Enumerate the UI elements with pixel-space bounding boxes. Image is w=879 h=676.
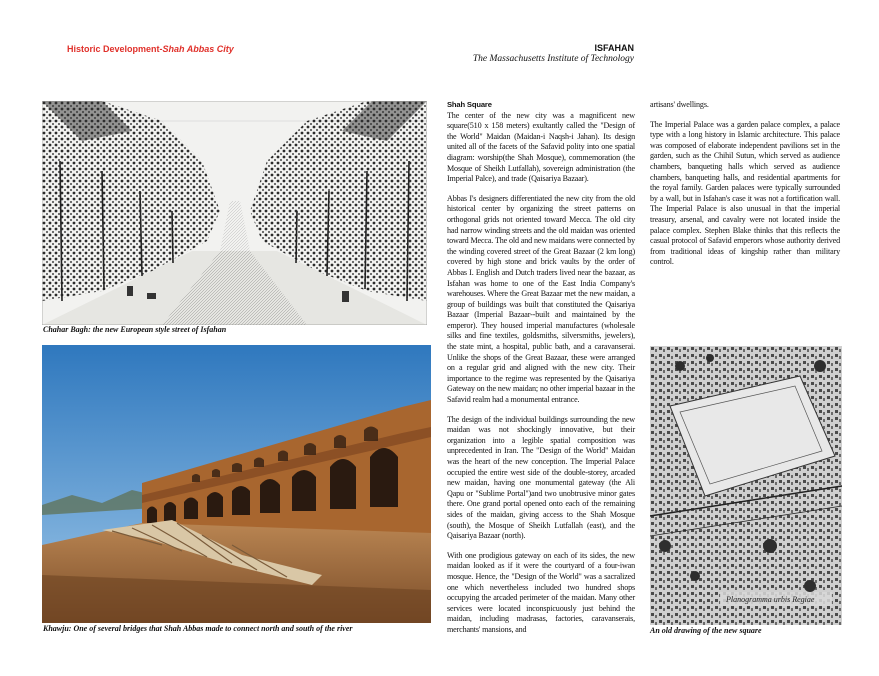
drawing-inscription: Planogramma urbis Regiae xyxy=(726,595,815,604)
khawju-bridge-photo xyxy=(42,345,431,623)
bridge-illustration xyxy=(42,345,431,623)
paragraph-1: The center of the new city was a magnificent new square(510 x 158 meters) exultantly called the "Design of the World" Maidan (Maidan-i Naqsh-i Jahan). Its design united all of the facets of the Safavid polity into one spatial diagram: worship(the Shah Mosque), commemoration (the Mosque of Sheikh Lutfallah), sovereign administration (the Imperial Palce), and trade (Qaisariya Bazaar). xyxy=(447,110,635,184)
city-title: ISFAHAN xyxy=(594,43,634,53)
section-title xyxy=(67,44,234,54)
paragraph-6: The Imperial Palace was a garden palace complex, a palace type with a long history in Islamic architecture. This palace was composed of elaborate independent pavilions set in the garden, such as the Chihil Sutun, which served as audience chambers, banqueting halls which served as audience chambers, banqueting halls, and residential apartments for the royal family. Garden palaces were typically surrounded by a wall, but in Isfahan's case it was not a fortification wall. The Imperial Palace is also unusual in that the imperial treasury, arsenal, and cavalry were not located inside the palace complex. Stephen Blake thinks that this reflects the casual protocol of Safavid emperors whose authority derived from traditional ideas of kingship rather than military control. xyxy=(650,119,840,267)
paragraph-4: With one prodigious gateway on each of its sides, the new maidan looked as if it were the courtyard of a four-iwan mosque. Hence, the "Design of the World" was a sacralized one which nevertheless included two hundred shops occupying the arcaded perimeter of the maidan. Many other services were located inconspicuously just behind the maidan, including madrasas, factories, caravanserais, merchants' mansions, and xyxy=(447,550,635,634)
engraving-illustration xyxy=(42,101,427,325)
right-figure-caption: An old drawing of the new square xyxy=(650,626,762,635)
institution-name: The Massachusetts Institute of Technology xyxy=(472,54,634,64)
document-header xyxy=(374,43,634,64)
old-square-drawing xyxy=(650,346,842,625)
paragraph-5: artisans' dwellings. xyxy=(650,100,709,109)
article-heading: Shah Square xyxy=(447,100,492,109)
chahar-bagh-engraving xyxy=(42,101,427,325)
old-drawing-illustration xyxy=(650,346,842,625)
article-column-1 xyxy=(447,100,635,645)
article-column-2 xyxy=(650,100,840,277)
bottom-figure-caption: Khawju: One of several bridges that Shah Abbas made to connect north and south of the river xyxy=(43,624,353,633)
paragraph-3: The design of the individual buildings surrounding the new maidan was not shockingly innovative, but their organization into a legible spatial composition was unprecedented in Iran. The "Design of the World" Maidan was the heart of the new conception. The Imperial Palace occupied the entire west side of the double-storey, arcaded new maidan, having one monumental gateway (the Ali Qapu or "Sublime Portal")and two unobtrusive minor gates there. One grand portal opened onto each of the remaining sides of the maidan, giving access to the Shah Mosque (south), the Mosque of Sheikh Lutfallah (east), and the Qaisariya Bazaar (north). xyxy=(447,414,635,541)
section-prefix: Historic Development- xyxy=(67,44,163,54)
top-figure-caption: Chahar Bagh: the new European style street of Isfahan xyxy=(43,325,227,334)
paragraph-2: Abbas I's designers differentiated the new city from the old historical center by organizing the street patterns on orthogonal grids not oriented toward Mecca. The old city had narrow winding streets and the old maidan was oriented toward Mecca. The old and new maidans were connected by the winding covered street of the Great Bazaar (2 km long) covered by high stone and brick vaults by the order of Abbas I. English and Dutch traders lived near the bazaar, as Isfahan was home to one of the East India Company's warehouses. Where the Great Bazaar met the new maidan, a group of buildings was built that constituted the Qaisariya Bazaar (Imperial Bazaar--built and maintained by the emperor). They housed imperial manufactures (wholesale silks and fine textiles, goldsmiths, silversmiths, jewelers), the state mint, a hospital, public bath, and a caravanserai. Unlike the shops of the Great Bazaar, these were arranged on a regular grid and aligned with the new city. Their importance to the regime was represented by the Qaisariya Gateway on the new maidan; no other imperial bazaar in the Safavid realm had a monumental entrance. xyxy=(447,193,635,405)
section-italic: Shah Abbas City xyxy=(162,44,234,54)
